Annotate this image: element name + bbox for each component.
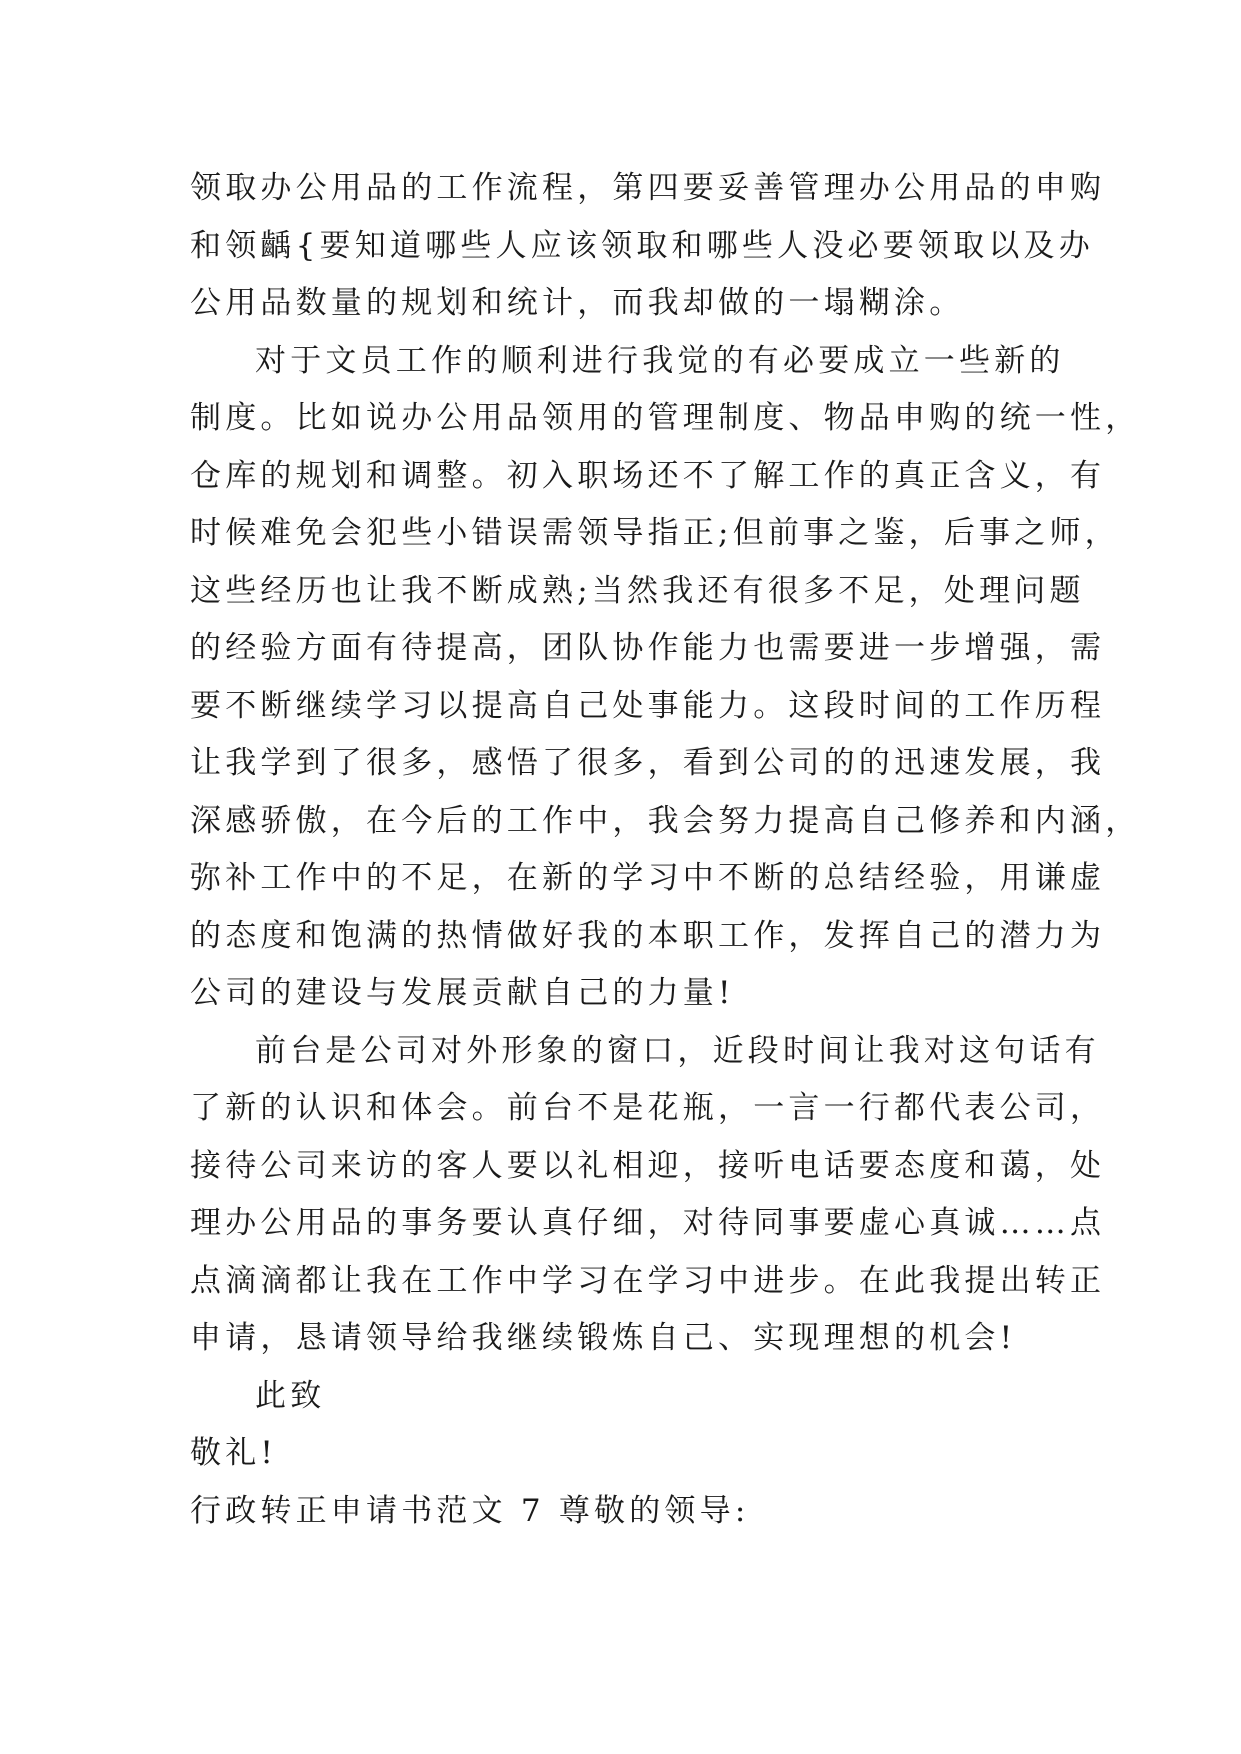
text-line: 前台是公司对外形象的窗口，近段时间让我对这句话有: [255, 1032, 1100, 1069]
regards-line: 敬礼!: [190, 1435, 278, 1471]
text-line: 申请，恳请领导给我继续锻炼自己、实现理想的机会!: [190, 1320, 1017, 1356]
text-line: 点滴滴都让我在工作中学习在学习中进步。在此我提出转正: [190, 1262, 1106, 1299]
text-line: 制度。比如说办公用品领用的管理制度、物品申购的统一性，: [190, 400, 1141, 436]
text-line: 仓库的规划和调整。初入职场还不了解工作的真正含义，有: [190, 457, 1106, 494]
text-line: 这些经历也让我不断成熟;当然我还有很多不足，处理问题: [190, 572, 1085, 609]
text-line: 时候难免会犯些小错误需领导指正;但前事之鉴，后事之师，: [190, 515, 1120, 551]
text-line: 弥补工作中的不足，在新的学习中不断的总结经验，用谦虚: [190, 860, 1106, 896]
paragraph-1: [190, 160, 1106, 333]
text-line: 理办公用品的事务要认真仔细，对待同事要虚心真诚……点: [190, 1205, 1106, 1241]
text-line: 公用品数量的规划和统计，而我却做的一塌糊涂。: [190, 285, 965, 321]
document-body: [190, 160, 1141, 1540]
text-line: 和领齲{要知道哪些人应该领取和哪些人没必要领取以及办: [190, 227, 1094, 264]
text-line: 的态度和饱满的热情做好我的本职工作，发挥自己的潜力为: [190, 917, 1106, 954]
text-line: 领取办公用品的工作流程，第四要妥善管理办公用品的申购: [190, 170, 1106, 206]
paragraph-3: [190, 1023, 1106, 1368]
text-line: 的经验方面有待提高，团队协作能力也需要进一步增强，需: [190, 630, 1106, 666]
text-line: 对于文员工作的顺利进行我觉的有必要成立一些新的: [255, 342, 1065, 379]
paragraph-2: [190, 333, 1141, 1023]
text-line: 公司的建设与发展贡献自己的力量!: [190, 975, 735, 1011]
text-line: 让我学到了很多，感悟了很多，看到公司的的迅速发展，我: [190, 745, 1106, 781]
text-line: 接待公司来访的客人要以礼相迎，接听电话要态度和蔼，处: [190, 1147, 1106, 1184]
closing-line: 此致: [255, 1377, 326, 1414]
text-line: 深感骄傲，在今后的工作中，我会努力提高自己修养和内涵，: [190, 802, 1141, 839]
text-line: 要不断继续学习以提高自己处事能力。这段时间的工作历程: [190, 687, 1106, 724]
text-line: 了新的认识和体会。前台不是花瓶，一言一行都代表公司，: [190, 1090, 1106, 1126]
next-section-title: 行政转正申请书范文 7 尊敬的领导:: [190, 1492, 750, 1529]
